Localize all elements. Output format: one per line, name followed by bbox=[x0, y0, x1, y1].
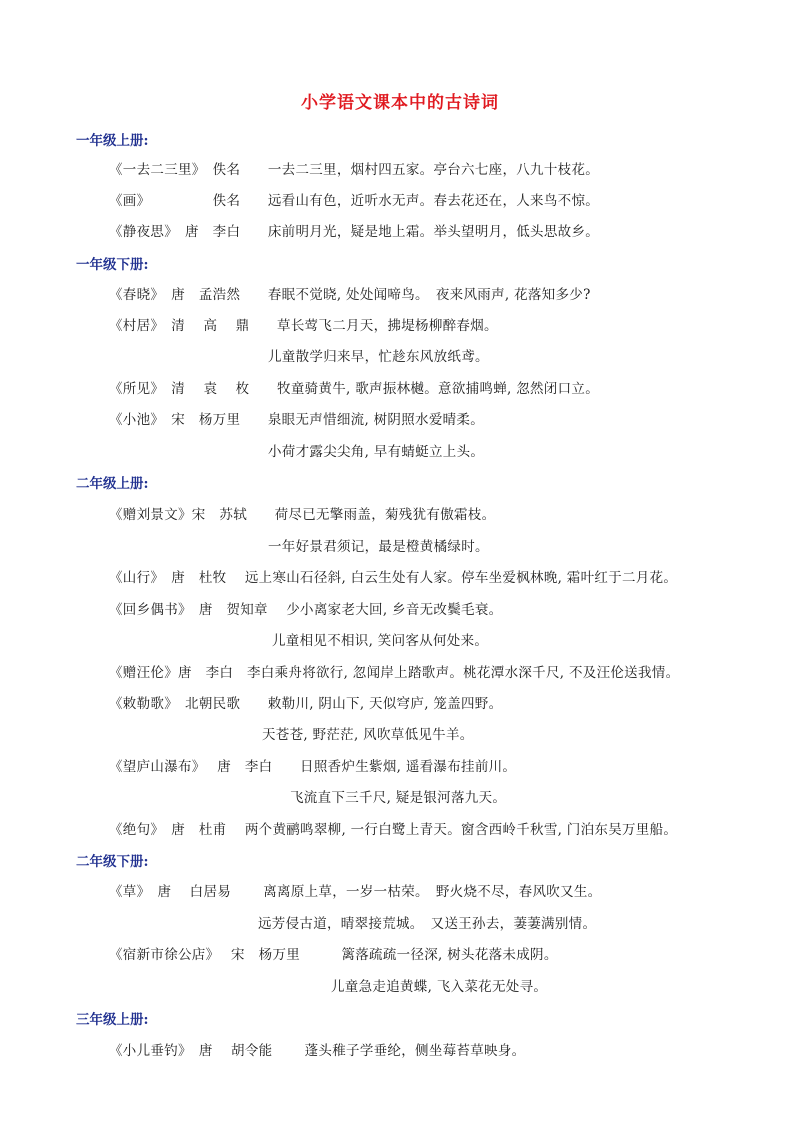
poem-line: 《草》 唐 白居易 离离原上草，一岁一枯荣。 野火烧不尽，春风吹又生。 bbox=[109, 884, 602, 900]
poem-line: 《一去二三里》 佚名 一去二三里，烟村四五家。亭台六七座，八九十枝花。 bbox=[109, 162, 600, 178]
section-heading-grade3-vol1: 三年级上册: bbox=[76, 1012, 149, 1028]
poem-line: 《回乡偶书》 唐 贺知章 少小离家老大回, 乡音无改鬓毛衰。 bbox=[109, 602, 503, 618]
poem-line: 《静夜思》 唐 李白 床前明月光，疑是地上霜。举头望明月，低头思故乡。 bbox=[109, 224, 600, 240]
poem-line: 《小儿垂钓》 唐 胡令能 蓬头稚子学垂纶，侧坐莓苔草映身。 bbox=[109, 1043, 526, 1059]
poem-line: 《小池》 宋 杨万里 泉眼无声惜细流, 树阴照水爱晴柔。 bbox=[109, 412, 485, 428]
section-heading-grade1-vol2: 一年级下册: bbox=[76, 257, 149, 273]
poem-line-continued: 远芳侵古道，晴翠接荒城。 又送王孙去，萋萋满别情。 bbox=[258, 916, 597, 932]
poem-line-continued: 一年好景君须记，最是橙黄橘绿时。 bbox=[268, 539, 489, 555]
poem-line-continued: 儿童急走追黄蝶, 飞入菜花无处寻。 bbox=[331, 979, 548, 995]
poem-line-continued: 天苍苍, 野茫茫, 风吹草低见牛羊。 bbox=[262, 727, 474, 743]
poem-line-continued: 小荷才露尖尖角, 早有蜻蜓立上头。 bbox=[268, 444, 485, 460]
section-heading-grade2-vol1: 二年级上册: bbox=[76, 476, 149, 492]
poem-line: 《赠刘景文》宋 苏轼 荷尽已无擎雨盖，菊残犹有傲霜枝。 bbox=[109, 507, 496, 523]
poem-line: 《宿新市徐公店》 宋 杨万里 篱落疏疏一径深, 树头花落未成阴。 bbox=[109, 947, 558, 963]
poem-line: 《敕勒歌》 北朝民歌 敕勒川, 阴山下, 天似穹庐, 笼盖四野。 bbox=[109, 696, 503, 712]
poem-line-continued: 飞流直下三千尺, 疑是银河落九天。 bbox=[290, 790, 507, 806]
poem-line: 《村居》 清 高 鼎 草长莺飞二月天，拂堤杨柳醉春烟。 bbox=[109, 318, 498, 334]
poem-line: 《绝句》 唐 杜甫 两个黄鹂鸣翠柳, 一行白鹭上青天。窗含西岭千秋雪, 门泊东吴万里船。 bbox=[109, 822, 678, 838]
section-heading-grade1-vol1: 一年级上册: bbox=[76, 133, 149, 149]
poem-line: 《望庐山瀑布》 唐 李白 日照香炉生紫烟, 遥看瀑布挂前川。 bbox=[109, 759, 517, 775]
poem-line-continued: 儿童相见不相识, 笑问客从何处来。 bbox=[272, 633, 489, 649]
poem-line: 《所见》 清 袁 枚 牧童骑黄牛, 歌声振林樾。意欲捕鸣蝉, 忽然闭口立。 bbox=[109, 381, 599, 397]
poem-line: 《画》 佚名 远看山有色，近听水无声。春去花还在，人来鸟不惊。 bbox=[109, 193, 600, 209]
poem-line-continued: 儿童散学归来早，忙趁东风放纸鸢。 bbox=[268, 349, 489, 365]
poem-line: 《春晓》 唐 孟浩然 春眠不觉晓, 处处闻啼鸟。 夜来风雨声, 花落知多少? bbox=[109, 287, 591, 303]
section-heading-grade2-vol2: 二年级下册: bbox=[76, 854, 149, 870]
page-title: 小学语文课本中的古诗词 bbox=[301, 93, 499, 113]
poem-line: 《山行》 唐 杜牧 远上寒山石径斜, 白云生处有人家。停车坐爱枫林晚, 霜叶红于二月花。 bbox=[109, 570, 678, 586]
poem-line: 《赠汪伦》唐 李白 李白乘舟将欲行, 忽闻岸上踏歌声。桃花潭水深千尺, 不及汪伦送我情。 bbox=[109, 665, 680, 681]
